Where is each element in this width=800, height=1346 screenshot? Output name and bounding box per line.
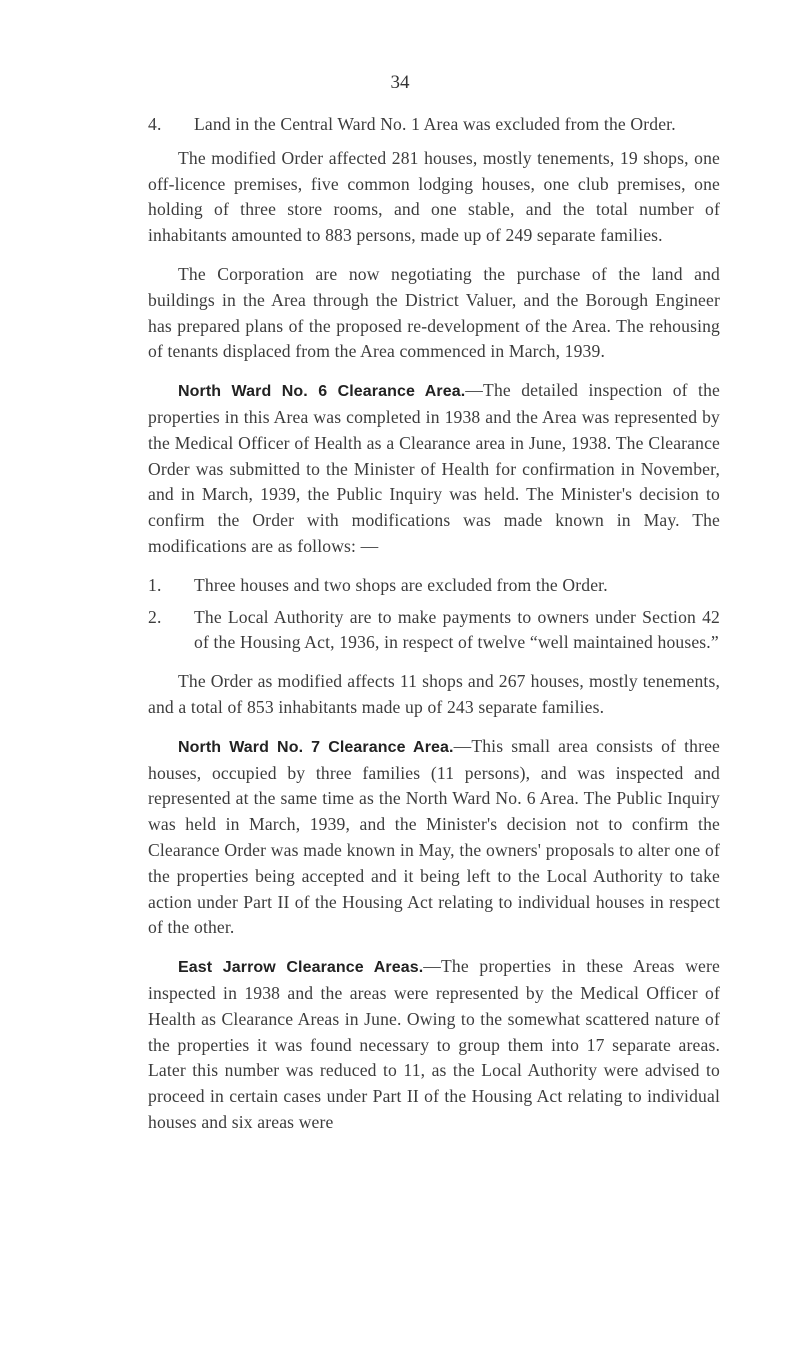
paragraph-modified-order: The modified Order affected 281 houses, mostly tenements, 19 shops, one off-licence premises, five common lodging houses, one club premises, one holding of three store rooms, and one stable, and the total number of inhabitants amounted to 883 persons, made up of 249 separate families. — [148, 147, 720, 246]
list-item-number: 2. — [148, 606, 162, 627]
paragraph-corporation-negotiating: The Corporation are now negotiating the purchase of the land and buildings in the Area through the District Valuer, and the Borough Engineer has prepared plans of the proposed re-development of the Area. The rehousing of tenants displaced from the Area commenced in March, 1939. — [148, 263, 720, 362]
list-item-text: Three houses and two shops are excluded from the Order. — [194, 574, 608, 595]
section-text-north-ward-6: —The detailed inspection of the properties in this Area was completed in 1938 and the Area was represented by the Medical Officer of Health as a Clearance area in June, 1938. The Clearance Order was submitted to the Minister of Health for confirmation in November, and in March, 1939, the Public Inquiry was held. The Minister's decision to confirm the Order with modifications was made known in May. The modifications are as follows: — — [148, 380, 720, 556]
list-item-text: Land in the Central Ward No. 1 Area was excluded from the Order. — [194, 114, 676, 134]
section-text-east-jarrow: —The properties in these Areas were inspected in 1938 and the areas were represented by the Medical Officer of Health as Clearance Areas in June. Owing to the somewhat scattered nature of the properties it was found necessary to group them into 17 separate areas. Later this number was reduced to 11, as the Local Authority were advised to proceed in certain cases under Part II of the Housing Act relating to individual houses and six areas were — [148, 956, 720, 1132]
list-item-4 — [148, 112, 720, 138]
list-item-number: 1. — [148, 574, 162, 595]
list-item-number: 4. — [148, 114, 162, 134]
paragraph-order-as-modified: The Order as modified affects 11 shops and 267 houses, mostly tenements, and a total of 853 inhabitants made up of 243 separate families. — [148, 671, 720, 717]
list-item — [148, 573, 720, 599]
section-text-north-ward-7: —This small area consists of three houses, occupied by three families (11 persons), and was inspected and represented at the same time as the North Ward No. 6 Area. The Public Inquiry was held in March, 1939, and the Minister's decision not to confirm the Clearance Order was made known in May, the owners' proposals to alter one of the properties being accepted and it being left to the Local Authority to take action under Part II of the Housing Act relating to individual houses in respect of the other. — [148, 735, 720, 938]
section-north-ward-6 — [148, 378, 720, 560]
list-item-text: The Local Authority are to make payments to owners under Section 42 of the Housing Act, 1936, in respect of twelve “well maintained houses.” — [194, 606, 720, 653]
list-item — [148, 605, 720, 657]
section-east-jarrow — [148, 954, 720, 1136]
page-number: 34 — [390, 72, 410, 93]
section-heading-north-ward-6: North Ward No. 6 Clearance Area. — [178, 383, 466, 401]
section-heading-east-jarrow: East Jarrow Clearance Areas. — [178, 959, 424, 977]
section-heading-north-ward-7: North Ward No. 7 Clearance Area. — [178, 738, 454, 756]
section-north-ward-7 — [148, 734, 720, 941]
page-body — [148, 112, 720, 1149]
